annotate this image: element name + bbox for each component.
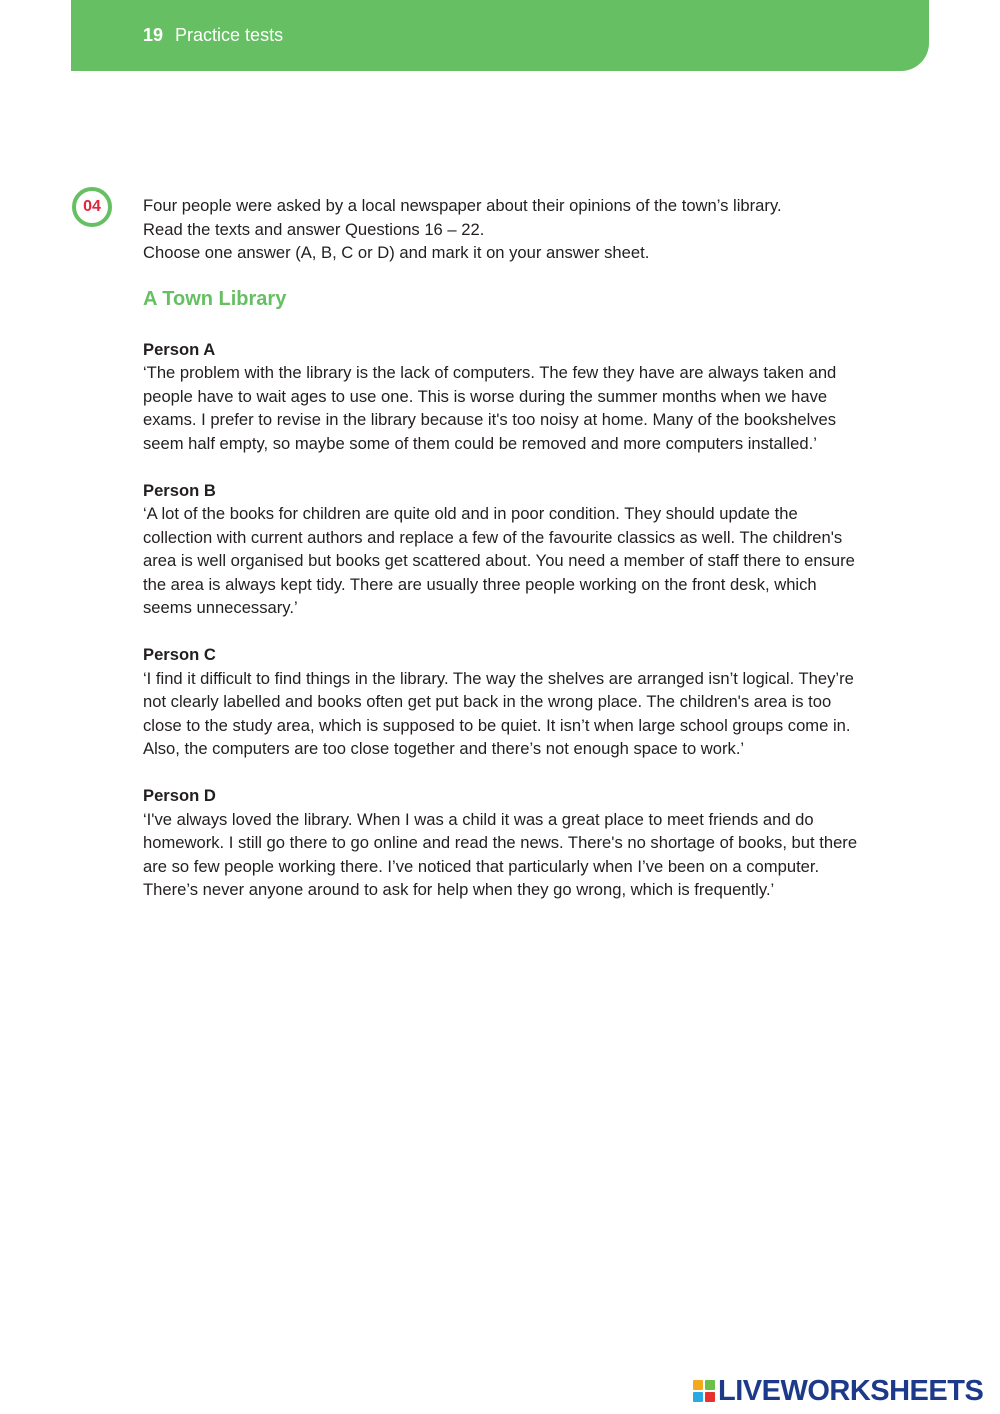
instruction-line: Read the texts and answer Questions 16 – 22. bbox=[143, 219, 485, 239]
logo-square bbox=[705, 1392, 715, 1402]
instruction-line: Four people were asked by a local newspaper about their opinions of the town’s library. bbox=[143, 196, 782, 215]
logo-text: LIVEWORKSHEETS bbox=[718, 1375, 984, 1407]
person-text: ‘I've always loved the library. When I was a child it was a great place to meet friends and do homework. I still go there to go online and read the news. There's no shortage of books, but there are so few people working there. I’ve noticed that particularly when I’ve been on a computer. There’s never anyone around to ask for help when they go wrong, which is frequently.’ bbox=[143, 809, 858, 899]
person-c-block bbox=[143, 643, 873, 761]
person-name: Person A bbox=[143, 339, 216, 359]
task-number: 04 bbox=[83, 198, 101, 215]
logo-square bbox=[693, 1392, 703, 1402]
person-text: ‘A lot of the books for children are quite old and in poor condition. They should update the collection with current authors and replace a few of the favourite classics as well. The children's area is well organised but books get scattered about. You need a member of staff there to ensure the area is always kept tidy. There are usually three people working on the front desk, which seems unnecessary.’ bbox=[143, 504, 855, 617]
section-title: Practice tests bbox=[175, 25, 284, 45]
instructions bbox=[143, 194, 873, 265]
person-text: ‘The problem with the library is the lack of computers. The few they have are always taken and people have to wait ages to use one. This is worse during the summer months when we have exams. I prefer to revise in the library because it's too noisy at home. Many of the bookshelves seem half empty, so maybe some of them could be removed and more computers installed.’ bbox=[143, 363, 837, 453]
logo-square bbox=[693, 1380, 703, 1390]
task-number-badge bbox=[72, 187, 112, 227]
person-text: ‘I find it difficult to find things in the library. The way the shelves are arranged isn’t logical. They’re not clearly labelled and books often get put back in the wrong place. The children's area is too close to the study area, which is supposed to be quiet. It isn’t when large school groups come in. Also, the computers are too close together and there’s not enough space to work.’ bbox=[143, 668, 854, 758]
page-number: 19 bbox=[143, 25, 164, 45]
logo-square bbox=[705, 1380, 715, 1390]
instruction-line: Choose one answer (A, B, C or D) and mark it on your answer sheet. bbox=[143, 243, 650, 262]
person-d-block bbox=[143, 784, 873, 902]
liveworksheets-logo bbox=[693, 1376, 983, 1406]
reading-title: A Town Library bbox=[143, 287, 287, 310]
person-name: Person B bbox=[143, 480, 216, 500]
page-header bbox=[143, 24, 283, 46]
person-name: Person D bbox=[143, 786, 216, 805]
person-name: Person C bbox=[143, 645, 216, 664]
main-content bbox=[143, 194, 873, 925]
person-b-block bbox=[143, 479, 873, 620]
person-a-block bbox=[143, 338, 873, 456]
logo-mark-icon bbox=[693, 1380, 715, 1402]
